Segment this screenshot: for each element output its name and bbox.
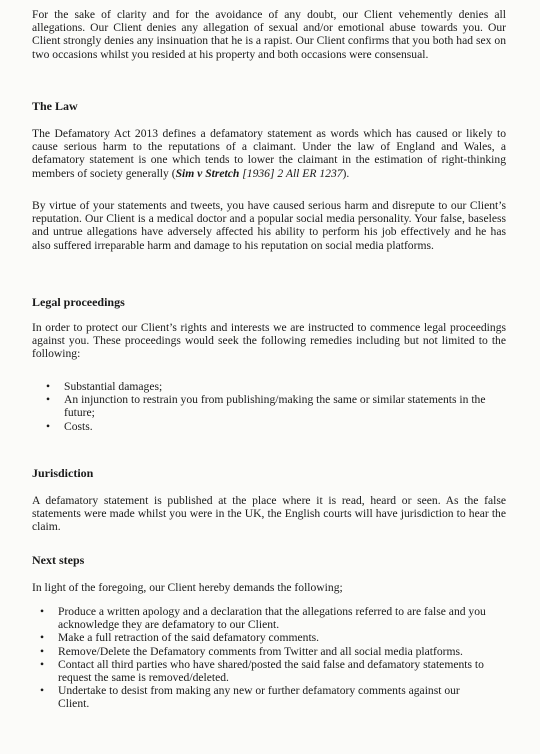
list-item: • Undertake to desist from making any new or further defamatory comments against our Client. [38,684,492,710]
list-item: • Contact all third parties who have shared/posted the said false and defamatory statements to request the same is removed/deleted. [38,658,492,684]
jurisdiction-paragraph: A defamatory statement is published at the place where it is read, heard or seen. As the false statements were made whilst you were in the UK, the English courts will have jurisdiction to hear the claim. [32,494,506,534]
list-item: • Produce a written apology and a declaration that the allegations referred to are false and you acknowledge they are defamatory to our Client. [38,605,492,631]
heading-next-steps: Next steps [32,553,85,567]
case-name: Sim v Stretch [175,166,240,180]
list-item: • Costs. [44,420,506,433]
remedies-list [44,380,506,433]
legal-intro: In order to protect our Client’s rights and interests we are instructed to commence legal proceedings against you. These proceedings would seek the following remedies including but not limited to the following: [32,321,506,361]
case-citation: [1936] 2 All ER 1237 [239,166,343,180]
list-item: • Substantial damages; [44,380,506,393]
list-item: • Remove/Delete the Defamatory comments from Twitter and all social media platforms. [38,645,492,658]
demands-list [38,605,492,711]
next-steps-intro: In light of the foregoing, our Client hereby demands the following; [32,581,343,594]
list-item: • An injunction to restrain you from publishing/making the same or similar statements in the future; [44,393,506,419]
law-paragraph-2: By virtue of your statements and tweets, you have caused serious harm and disrepute to our Client’s reputation. Our Client is a medical doctor and a popular social media personality. Your false, baseless and untrue allegations have adversely affected his ability to perform his job effectively and he has also suffered irreparable harm and damage to his reputation on social media platforms. [32,199,506,252]
intro-paragraph: For the sake of clarity and for the avoidance of any doubt, our Client vehemently denies all allegations. Our Client denies any allegation of sexual and/or emotional abuse towards you. Our Client strongly denies any insinuation that he is a rapist. Our Client confirms that you both had sex on two occasions whilst you resided at his property and both occasions were consensual. [32,8,506,61]
list-item: • Make a full retraction of the said defamatory comments. [38,631,492,644]
law-paragraph-1-text: The Defamatory Act 2013 defines a defamatory statement as words which has caused or likely to cause serious harm to the reputations of a claimant. Under the law of England and Wales, a defamatory statement is one which tends to lower the claimant in the estimation of right-thinking members of society generally ( [32,127,506,180]
law-paragraph-1-end: ). [342,166,350,180]
heading-legal-proceedings: Legal proceedings [32,295,125,309]
heading-the-law: The Law [32,99,78,113]
heading-jurisdiction: Jurisdiction [32,466,94,480]
law-paragraph-1 [32,127,506,180]
